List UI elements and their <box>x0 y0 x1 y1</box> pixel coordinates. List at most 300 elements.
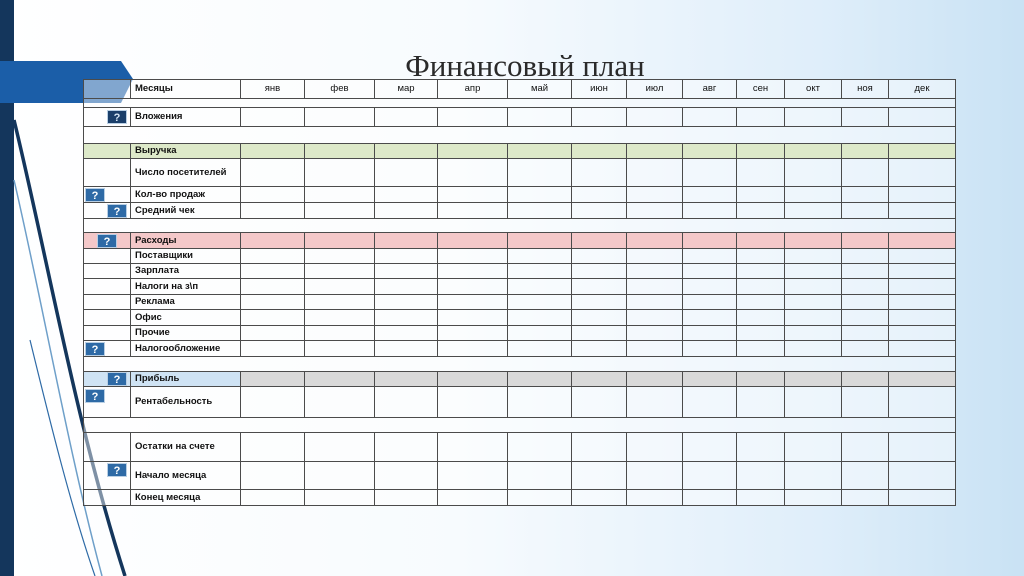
month-header-nov: ноя <box>842 80 889 99</box>
month-cell[interactable] <box>305 372 375 387</box>
icon-cell <box>84 341 131 357</box>
month-cell[interactable] <box>683 310 737 326</box>
row-label-ostatki: Остатки на счете <box>131 433 241 462</box>
month-cell[interactable] <box>842 187 889 203</box>
month-cell[interactable] <box>241 462 305 490</box>
month-cell[interactable] <box>241 159 305 187</box>
month-cell[interactable] <box>889 310 956 326</box>
question-icon[interactable]: ? <box>107 204 127 218</box>
table-row-nachalo <box>84 462 956 490</box>
month-cell[interactable] <box>375 279 438 295</box>
month-cell[interactable] <box>241 341 305 357</box>
month-cell[interactable] <box>241 326 305 341</box>
month-cell[interactable] <box>785 462 842 490</box>
month-cell[interactable] <box>627 310 683 326</box>
question-icon[interactable]: ? <box>107 463 127 477</box>
row-label-vlozheniya: Вложения <box>131 108 241 127</box>
month-cell[interactable] <box>842 310 889 326</box>
month-cell[interactable] <box>572 203 627 219</box>
row-label-chislo: Число посетителей <box>131 159 241 187</box>
month-cell[interactable] <box>785 203 842 219</box>
month-cell[interactable] <box>572 108 627 127</box>
month-cell[interactable] <box>683 264 737 279</box>
month-header-oct: окт <box>785 80 842 99</box>
month-cell[interactable] <box>737 187 785 203</box>
table-row-postavshchiki <box>84 249 956 264</box>
month-cell[interactable] <box>737 203 785 219</box>
month-cell[interactable] <box>375 310 438 326</box>
month-cell[interactable] <box>241 372 305 387</box>
month-cell[interactable] <box>508 159 572 187</box>
month-cell[interactable] <box>375 203 438 219</box>
month-cell[interactable] <box>572 341 627 357</box>
month-cell[interactable] <box>305 433 375 462</box>
month-cell[interactable] <box>305 462 375 490</box>
month-cell[interactable] <box>572 310 627 326</box>
row-label-konec: Конец месяца <box>131 490 241 506</box>
month-cell[interactable] <box>683 341 737 357</box>
month-cell[interactable] <box>889 341 956 357</box>
month-cell[interactable] <box>683 462 737 490</box>
month-cell[interactable] <box>241 310 305 326</box>
icon-cell <box>84 159 131 187</box>
month-cell[interactable] <box>627 159 683 187</box>
table-row-raskhody <box>84 233 956 249</box>
month-cell[interactable] <box>785 279 842 295</box>
month-cell[interactable] <box>375 159 438 187</box>
month-cell[interactable] <box>438 233 508 249</box>
spacer-cell <box>84 357 956 372</box>
month-cell[interactable] <box>508 295 572 310</box>
month-cell[interactable] <box>737 387 785 418</box>
month-cell[interactable] <box>785 310 842 326</box>
month-cell[interactable] <box>305 187 375 203</box>
month-cell[interactable] <box>737 310 785 326</box>
month-cell[interactable] <box>508 433 572 462</box>
month-cell[interactable] <box>683 249 737 264</box>
month-cell[interactable] <box>785 144 842 159</box>
month-header-jan: янв <box>241 80 305 99</box>
month-cell[interactable] <box>737 490 785 506</box>
month-cell[interactable] <box>785 433 842 462</box>
month-cell[interactable] <box>842 372 889 387</box>
table-row-vyruchka <box>84 144 956 159</box>
month-cell[interactable] <box>375 326 438 341</box>
month-cell[interactable] <box>683 279 737 295</box>
month-cell[interactable] <box>737 341 785 357</box>
icon-cell <box>84 233 131 249</box>
month-cell[interactable] <box>572 159 627 187</box>
month-cell[interactable] <box>683 433 737 462</box>
month-cell[interactable] <box>305 108 375 127</box>
row-label-zarplata: Зарплата <box>131 264 241 279</box>
table-row-nalogi-zp <box>84 279 956 295</box>
month-cell[interactable] <box>627 462 683 490</box>
row-label-nalogooblozhenie: Налогообложение <box>131 341 241 357</box>
month-cell[interactable] <box>889 108 956 127</box>
question-icon[interactable]: ? <box>107 110 127 124</box>
month-cell[interactable] <box>842 490 889 506</box>
month-cell[interactable] <box>627 144 683 159</box>
month-cell[interactable] <box>305 279 375 295</box>
month-cell[interactable] <box>508 249 572 264</box>
icon-cell <box>84 279 131 295</box>
month-cell[interactable] <box>438 341 508 357</box>
month-cell[interactable] <box>737 295 785 310</box>
month-cell[interactable] <box>572 462 627 490</box>
row-label-ofis: Офис <box>131 310 241 326</box>
month-cell[interactable] <box>508 279 572 295</box>
month-cell[interactable] <box>842 203 889 219</box>
icon-cell <box>84 433 131 462</box>
row-label-sredniy: Средний чек <box>131 203 241 219</box>
month-cell[interactable] <box>785 233 842 249</box>
month-cell[interactable] <box>785 187 842 203</box>
month-cell[interactable] <box>737 433 785 462</box>
month-cell[interactable] <box>241 279 305 295</box>
month-cell[interactable] <box>683 159 737 187</box>
month-cell[interactable] <box>889 326 956 341</box>
month-cell[interactable] <box>785 326 842 341</box>
month-cell[interactable] <box>683 187 737 203</box>
icon-cell <box>84 326 131 341</box>
month-header-jul: июл <box>627 80 683 99</box>
month-cell[interactable] <box>889 144 956 159</box>
month-cell[interactable] <box>508 233 572 249</box>
month-cell[interactable] <box>572 187 627 203</box>
month-cell[interactable] <box>627 326 683 341</box>
month-cell[interactable] <box>572 326 627 341</box>
month-cell[interactable] <box>572 295 627 310</box>
month-cell[interactable] <box>627 108 683 127</box>
month-cell[interactable] <box>683 387 737 418</box>
row-label-vyruchka: Выручка <box>131 144 241 159</box>
month-cell[interactable] <box>438 144 508 159</box>
month-cell[interactable] <box>627 341 683 357</box>
icon-cell <box>84 372 131 387</box>
month-cell[interactable] <box>375 264 438 279</box>
month-cell[interactable] <box>737 279 785 295</box>
month-cell[interactable] <box>305 341 375 357</box>
month-cell[interactable] <box>305 249 375 264</box>
icon-cell <box>84 144 131 159</box>
month-cell[interactable] <box>842 264 889 279</box>
table-row-reklama <box>84 295 956 310</box>
month-cell[interactable] <box>508 108 572 127</box>
month-cell[interactable] <box>241 490 305 506</box>
month-cell[interactable] <box>683 233 737 249</box>
row-label-rentabelnost: Рентабельность <box>131 387 241 418</box>
month-cell[interactable] <box>241 108 305 127</box>
month-cell[interactable] <box>438 310 508 326</box>
row-label-nalogi-zp: Налоги на з\п <box>131 279 241 295</box>
month-cell[interactable] <box>737 233 785 249</box>
month-cell[interactable] <box>627 249 683 264</box>
month-cell[interactable] <box>842 108 889 127</box>
month-cell[interactable] <box>508 372 572 387</box>
month-cell[interactable] <box>627 187 683 203</box>
icon-cell <box>84 264 131 279</box>
month-cell[interactable] <box>438 264 508 279</box>
month-cell[interactable] <box>508 203 572 219</box>
month-cell[interactable] <box>889 249 956 264</box>
month-cell[interactable] <box>889 295 956 310</box>
month-cell[interactable] <box>627 203 683 219</box>
month-cell[interactable] <box>438 279 508 295</box>
month-cell[interactable] <box>375 249 438 264</box>
spacer-cell <box>84 219 956 233</box>
question-icon[interactable]: ? <box>85 342 105 356</box>
month-cell[interactable] <box>438 295 508 310</box>
month-cell[interactable] <box>438 203 508 219</box>
table-row-ofis <box>84 310 956 326</box>
month-cell[interactable] <box>737 144 785 159</box>
month-cell[interactable] <box>785 341 842 357</box>
month-cell[interactable] <box>508 187 572 203</box>
month-header-dec: дек <box>889 80 956 99</box>
month-cell[interactable] <box>889 233 956 249</box>
month-cell[interactable] <box>508 490 572 506</box>
row-label-postavshchiki: Поставщики <box>131 249 241 264</box>
month-cell[interactable] <box>305 326 375 341</box>
month-header-feb: фев <box>305 80 375 99</box>
month-cell[interactable] <box>889 203 956 219</box>
month-cell[interactable] <box>375 490 438 506</box>
month-cell[interactable] <box>683 144 737 159</box>
month-cell[interactable] <box>842 462 889 490</box>
table-row-chislo <box>84 159 956 187</box>
month-cell[interactable] <box>785 264 842 279</box>
month-cell[interactable] <box>241 249 305 264</box>
spacer-cell <box>84 418 956 433</box>
row-label-raskhody: Расходы <box>131 233 241 249</box>
month-cell[interactable] <box>241 295 305 310</box>
spacer-row <box>84 357 956 372</box>
table-row-nalogooblozhenie <box>84 341 956 357</box>
month-cell[interactable] <box>683 203 737 219</box>
month-header-mar: мар <box>375 80 438 99</box>
month-cell[interactable] <box>375 187 438 203</box>
month-cell[interactable] <box>737 462 785 490</box>
month-cell[interactable] <box>572 264 627 279</box>
month-cell[interactable] <box>785 249 842 264</box>
month-cell[interactable] <box>572 387 627 418</box>
month-cell[interactable] <box>305 295 375 310</box>
month-cell[interactable] <box>241 387 305 418</box>
month-cell[interactable] <box>737 159 785 187</box>
month-cell[interactable] <box>305 310 375 326</box>
month-cell[interactable] <box>438 108 508 127</box>
month-cell[interactable] <box>627 433 683 462</box>
icon-cell <box>84 295 131 310</box>
row-label-nachalo: Начало месяца <box>131 462 241 490</box>
month-cell[interactable] <box>508 462 572 490</box>
month-cell[interactable] <box>508 264 572 279</box>
table-row-kolvo <box>84 187 956 203</box>
month-cell[interactable] <box>683 295 737 310</box>
month-cell[interactable] <box>889 462 956 490</box>
month-cell[interactable] <box>438 387 508 418</box>
month-cell[interactable] <box>842 387 889 418</box>
month-cell[interactable] <box>842 433 889 462</box>
month-cell[interactable] <box>737 249 785 264</box>
month-cell[interactable] <box>375 341 438 357</box>
month-cell[interactable] <box>627 264 683 279</box>
icon-cell <box>84 203 131 219</box>
icon-cell <box>84 387 131 418</box>
month-cell[interactable] <box>572 249 627 264</box>
month-cell[interactable] <box>375 108 438 127</box>
month-cell[interactable] <box>438 372 508 387</box>
month-cell[interactable] <box>438 462 508 490</box>
month-cell[interactable] <box>438 187 508 203</box>
month-cell[interactable] <box>785 387 842 418</box>
question-icon[interactable]: ? <box>107 372 127 386</box>
month-cell[interactable] <box>627 295 683 310</box>
month-cell[interactable] <box>889 264 956 279</box>
month-cell[interactable] <box>683 372 737 387</box>
month-cell[interactable] <box>241 144 305 159</box>
icon-cell <box>84 108 131 127</box>
header-row <box>84 80 956 99</box>
month-cell[interactable] <box>241 203 305 219</box>
month-cell[interactable] <box>842 326 889 341</box>
month-cell[interactable] <box>572 233 627 249</box>
spacer-row <box>84 127 956 144</box>
month-cell[interactable] <box>305 144 375 159</box>
month-cell[interactable] <box>889 490 956 506</box>
month-header-sep: сен <box>737 80 785 99</box>
month-cell[interactable] <box>785 159 842 187</box>
month-cell[interactable] <box>375 144 438 159</box>
month-cell[interactable] <box>842 341 889 357</box>
month-cell[interactable] <box>375 387 438 418</box>
month-cell[interactable] <box>889 372 956 387</box>
month-cell[interactable] <box>241 433 305 462</box>
month-cell[interactable] <box>508 341 572 357</box>
month-cell[interactable] <box>305 387 375 418</box>
month-cell[interactable] <box>889 159 956 187</box>
month-cell[interactable] <box>785 108 842 127</box>
month-cell[interactable] <box>375 433 438 462</box>
month-cell[interactable] <box>627 387 683 418</box>
month-cell[interactable] <box>842 144 889 159</box>
month-cell[interactable] <box>438 490 508 506</box>
table-row-prochie <box>84 326 956 341</box>
month-cell[interactable] <box>889 387 956 418</box>
month-cell[interactable] <box>572 372 627 387</box>
row-label-kolvo: Кол-во продаж <box>131 187 241 203</box>
month-cell[interactable] <box>572 144 627 159</box>
icon-cell <box>84 187 131 203</box>
month-cell[interactable] <box>305 203 375 219</box>
month-cell[interactable] <box>737 372 785 387</box>
icon-cell <box>84 490 131 506</box>
month-cell[interactable] <box>508 144 572 159</box>
spacer-row <box>84 99 956 108</box>
month-cell[interactable] <box>508 387 572 418</box>
table-row-konec <box>84 490 956 506</box>
month-cell[interactable] <box>438 433 508 462</box>
month-cell[interactable] <box>375 372 438 387</box>
month-cell[interactable] <box>508 326 572 341</box>
month-cell[interactable] <box>375 295 438 310</box>
month-cell[interactable] <box>842 159 889 187</box>
month-cell[interactable] <box>241 264 305 279</box>
month-cell[interactable] <box>375 233 438 249</box>
table-row-zarplata <box>84 264 956 279</box>
spacer-row <box>84 219 956 233</box>
month-cell[interactable] <box>572 279 627 295</box>
question-icon[interactable]: ? <box>97 234 117 248</box>
month-cell[interactable] <box>627 279 683 295</box>
month-cell[interactable] <box>889 279 956 295</box>
month-cell[interactable] <box>305 159 375 187</box>
month-cell[interactable] <box>438 249 508 264</box>
question-icon[interactable]: ? <box>85 188 105 202</box>
month-cell[interactable] <box>842 295 889 310</box>
month-cell[interactable] <box>842 233 889 249</box>
month-cell[interactable] <box>842 249 889 264</box>
spacer-cell <box>84 99 956 108</box>
month-cell[interactable] <box>572 433 627 462</box>
month-cell[interactable] <box>627 233 683 249</box>
month-cell[interactable] <box>305 264 375 279</box>
table-row-rentabelnost <box>84 387 956 418</box>
month-cell[interactable] <box>241 233 305 249</box>
month-cell[interactable] <box>627 372 683 387</box>
spacer-cell <box>84 127 956 144</box>
icon-cell <box>84 462 131 490</box>
icon-cell <box>84 310 131 326</box>
month-header-jun: июн <box>572 80 627 99</box>
month-cell[interactable] <box>842 279 889 295</box>
month-cell[interactable] <box>889 433 956 462</box>
table-row-sredniy <box>84 203 956 219</box>
month-cell[interactable] <box>785 372 842 387</box>
month-cell[interactable] <box>737 108 785 127</box>
month-cell[interactable] <box>683 490 737 506</box>
month-cell[interactable] <box>785 295 842 310</box>
month-cell[interactable] <box>572 490 627 506</box>
financial-plan-table <box>83 79 956 506</box>
icon-cell <box>84 249 131 264</box>
month-cell[interactable] <box>438 326 508 341</box>
month-cell[interactable] <box>889 187 956 203</box>
month-cell[interactable] <box>683 108 737 127</box>
month-cell[interactable] <box>683 326 737 341</box>
month-cell[interactable] <box>508 310 572 326</box>
month-header-may: май <box>508 80 572 99</box>
spacer-row <box>84 418 956 433</box>
question-icon[interactable]: ? <box>85 389 105 403</box>
month-cell[interactable] <box>375 462 438 490</box>
row-label-pribyl: Прибыль <box>131 372 241 387</box>
month-cell[interactable] <box>305 490 375 506</box>
month-cell[interactable] <box>737 326 785 341</box>
month-cell[interactable] <box>305 233 375 249</box>
row-label-reklama: Реклама <box>131 295 241 310</box>
page-title: Финансовый план <box>405 48 645 83</box>
row-label-prochie: Прочие <box>131 326 241 341</box>
month-cell[interactable] <box>241 187 305 203</box>
month-cell[interactable] <box>737 264 785 279</box>
month-cell[interactable] <box>627 490 683 506</box>
header-icon-cell <box>84 80 131 99</box>
month-cell[interactable] <box>785 490 842 506</box>
month-header-aug: авг <box>683 80 737 99</box>
month-cell[interactable] <box>438 159 508 187</box>
